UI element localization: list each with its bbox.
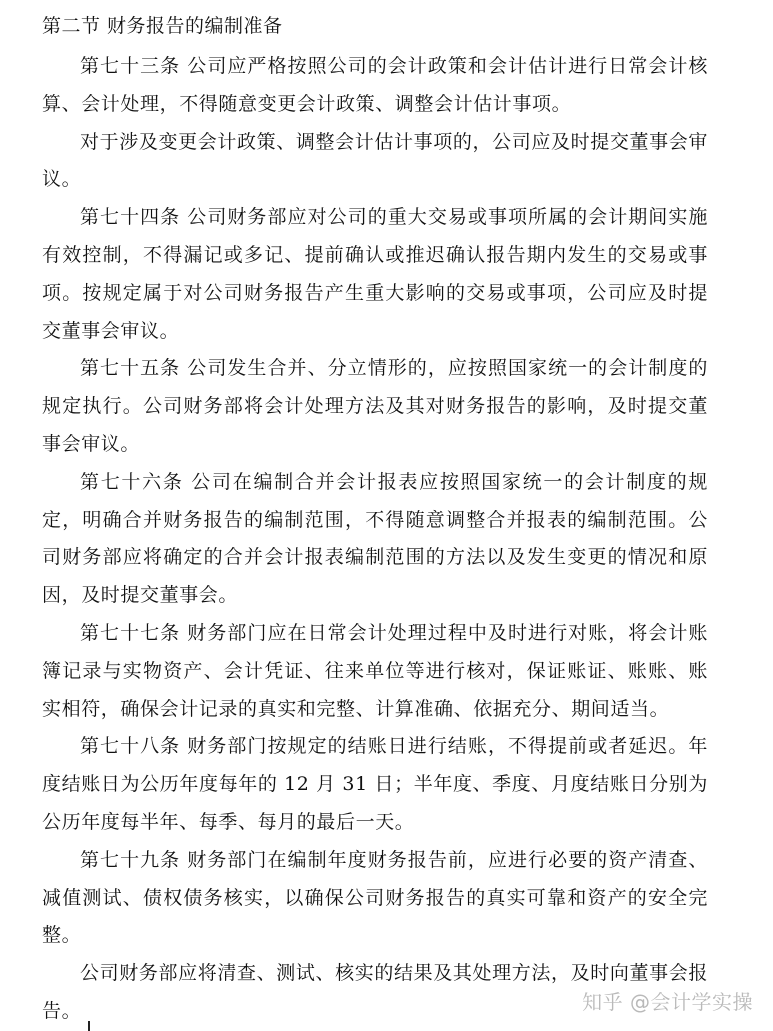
paragraph-article-76: 第七十六条 公司在编制合并会计报表应按照国家统一的会计制度的规定，明确合并财务报告的编制范围，不得随意调整合并报表的编制范围。公司财务部应将确定的合并会计报表编制范围的方法以及发生变更的情况和原因，及时提交董事会。 xyxy=(42,470,708,607)
paragraph-article-79: 第七十九条 财务部门在编制年度财务报告前，应进行必要的资产清查、减值测试、债权债务核实，以确保公司财务报告的真实可靠和资产的安全完整。 xyxy=(42,848,708,947)
document-body xyxy=(42,48,708,1031)
section-heading: 第二节 财务报告的编制准备 xyxy=(42,15,283,37)
paragraph-article-77: 第七十七条 财务部门应在日常会计处理过程中及时进行对账，将会计账簿记录与实物资产、会计凭证、往来单位等进行核对，保证账证、账账、账实相符，确保会计记录的真实和完整、计算准确、依据充分、期间适当。 xyxy=(42,621,708,720)
paragraph-article-73: 第七十三条 公司应严格按照公司的会计政策和会计估计进行日常会计核算、会计处理，不得随意变更会计政策、调整会计估计事项。 xyxy=(42,55,708,115)
paragraph-article-73-note: 对于涉及变更会计政策、调整会计估计事项的，公司应及时提交董事会审议。 xyxy=(42,130,708,191)
zhihu-watermark: 知乎 @会计学实操 xyxy=(582,990,753,1014)
paragraph-article-78: 第七十八条 财务部门按规定的结账日进行结账，不得提前或者延迟。年度结账日为公历年度每年的 12 月 31 日；半年度、季度、月度结账日分别为公历年度每半年、每季、每月的最后一天。 xyxy=(42,735,708,833)
paragraph-article-75: 第七十五条 公司发生合并、分立情形的，应按照国家统一的会计制度的规定执行。公司财务部将会计处理方法及其对财务报告的影响，及时提交董事会审议。 xyxy=(42,357,708,455)
paragraph-article-74: 第七十四条 公司财务部应对公司的重大交易或事项所属的会计期间实施有效控制，不得漏记或多记、提前确认或推迟确认报告期内发生的交易或事项。按规定属于对公司财务报告产生重大影响的交易或事项，公司应及时提交董事会审议。 xyxy=(42,206,708,342)
text-cursor-icon xyxy=(88,1021,90,1031)
paragraph-article-79-note: 公司财务部应将清查、测试、核实的结果及其处理方法，及时向董事会报告。 xyxy=(42,962,708,1022)
